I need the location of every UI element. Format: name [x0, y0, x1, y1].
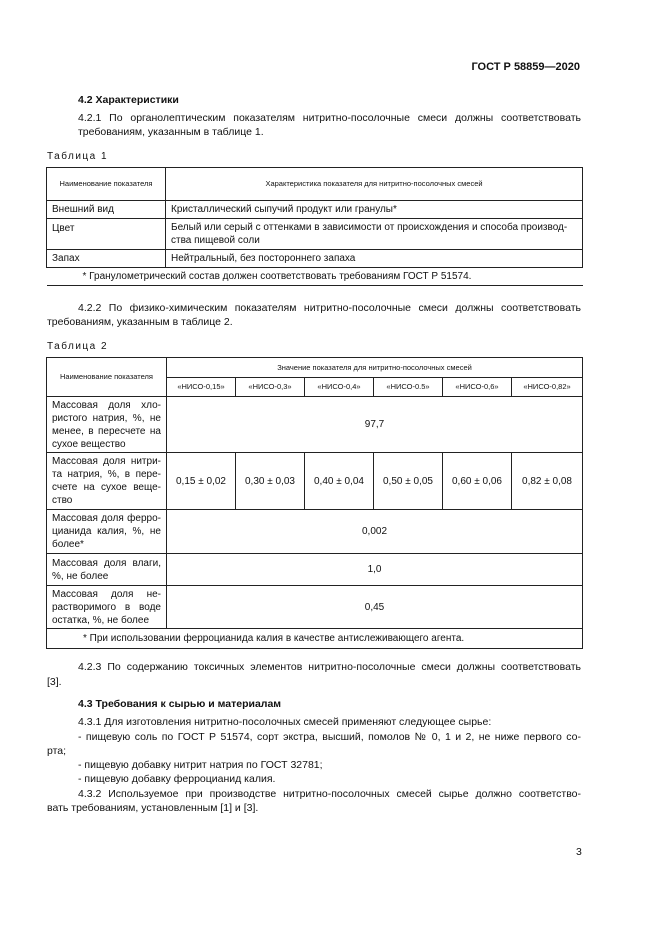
- table1-cell-value: Кристаллический сыпучий продукт или гранулы*: [166, 201, 583, 219]
- name-line: %, не более: [52, 570, 109, 582]
- table-row: [47, 201, 583, 219]
- name-line: Массовая доля не-: [52, 588, 161, 600]
- table2-grade: «НИСО-0,82»: [512, 378, 583, 397]
- paragraph-4-3-2-line2: вать требованиям, установленным [1] и [3].: [47, 802, 259, 814]
- page-number: 3: [576, 846, 582, 858]
- paragraph-4-2-3-line2: [3].: [47, 676, 62, 688]
- table-row: [47, 510, 583, 554]
- table2-header-row: [47, 358, 583, 378]
- name-line: Массовая доля нитри-: [52, 456, 161, 467]
- table2-cell-name: [47, 397, 167, 453]
- table1-cell-value-line1: Белый или серый с оттенками в зависимости от происхождения и способа производ-: [171, 222, 568, 233]
- table2-grade: «НИСО-0,4»: [305, 378, 374, 397]
- paragraph-4-2-1-line1: 4.2.1 По органолептическим показателям нитритно-посолочные смеси должны соответствовать: [78, 112, 581, 124]
- name-line: сухое вещество: [52, 438, 126, 450]
- table1-header-characteristic: Характеристика показателя для нитритно-посолочных смесей: [166, 168, 583, 201]
- paragraph-4-2-1-line2: требованиям, указанным в таблице 1.: [78, 126, 264, 138]
- table2-cell-name: [47, 554, 167, 586]
- table2-cell-value: 0,002: [167, 510, 583, 554]
- name-line: ство: [52, 495, 73, 506]
- table2-cell-value: 97,7: [167, 397, 583, 453]
- bullet-salt-line1: - пищевую соль по ГОСТ Р 51574, сорт экстра, высший, помолов № 0, 1 и 2, не ниже первого со-: [78, 731, 581, 743]
- section-4-2-title: 4.2 Характеристики: [78, 94, 179, 106]
- bullet-salt-line2: рта;: [47, 745, 67, 757]
- name-line: Массовая доля влаги,: [52, 557, 161, 569]
- table2-caption: Таблица 2: [47, 341, 109, 352]
- table1-header-row: [47, 168, 583, 201]
- table-2: [46, 357, 583, 649]
- table2-cell-value: 0,30 ± 0,03: [236, 453, 305, 510]
- table1-cell-name: Запах: [47, 250, 166, 268]
- name-line: растворимого в воде: [52, 601, 161, 613]
- name-line: цианида калия, %, не: [52, 526, 161, 537]
- table2-grade: «НИСО-0.5»: [374, 378, 443, 397]
- table2-cell-value: 0,82 ± 0,08: [512, 453, 583, 510]
- table1-cell-value: [166, 219, 583, 250]
- table-row: [47, 453, 583, 510]
- name-line: Массовая доля ферро-: [52, 513, 161, 524]
- table2-cell-name: [47, 586, 167, 629]
- paragraph-4-3-1: 4.3.1 Для изготовления нитритно-посолочных смесей применяют следующее сырье:: [78, 716, 492, 728]
- table1-cell-value: Нейтральный, без постороннего запаха: [166, 250, 583, 268]
- table2-cell-value: 0,50 ± 0,05: [374, 453, 443, 510]
- bullet-sodium-nitrite: - пищевую добавку нитрит натрия по ГОСТ 32781;: [78, 759, 323, 771]
- table2-cell-value: 0,45: [167, 586, 583, 629]
- table2-header-group: Значение показателя для нитритно-посолочных смесей: [167, 358, 583, 378]
- paragraph-4-2-3-line1: 4.2.3 По содержанию токсичных элементов нитритно-посолочные смеси должны соответствовать: [78, 661, 581, 673]
- table2-grade: «НИСО-0,15»: [167, 378, 236, 397]
- table1-cell-name: Внешний вид: [47, 201, 166, 219]
- table-row: [47, 586, 583, 629]
- table-row: [47, 397, 583, 453]
- paragraph-4-2-2-line2: требованиям, указанным в таблице 2.: [47, 316, 233, 328]
- table2-cell-value: 0,40 ± 0,04: [305, 453, 374, 510]
- table2-grade: «НИСО-0,6»: [443, 378, 512, 397]
- table2-cell-name: [47, 510, 167, 554]
- name-line: Массовая доля хло-: [52, 399, 161, 411]
- table2-cell-value: 1,0: [167, 554, 583, 586]
- table2-cell-value: 0,60 ± 0,06: [443, 453, 512, 510]
- bullet-potassium-ferrocyanide: - пищевую добавку ферроцианид калия.: [78, 773, 276, 785]
- name-line: ристого натрия, %, не: [52, 412, 161, 424]
- table1-header-name: Наименование показателя: [47, 168, 166, 201]
- name-line: та натрия, %, в пере-: [52, 469, 161, 480]
- paragraph-4-2-2-line1: 4.2.2 По физико-химическим показателям нитритно-посолочные смеси должны соответствовать: [78, 302, 581, 314]
- name-line: более*: [52, 539, 84, 550]
- document-header: ГОСТ Р 58859—2020: [471, 61, 580, 73]
- table-row: [47, 219, 583, 250]
- table2-cell-value: 0,15 ± 0,02: [167, 453, 236, 510]
- table1-caption: Таблица 1: [47, 151, 109, 162]
- table1-cell-value-line2: ства пищевой соли: [171, 235, 260, 246]
- table-row: [47, 250, 583, 268]
- table2-header-name: Наименование показателя: [47, 358, 167, 397]
- table1-cell-name: Цвет: [47, 219, 166, 250]
- paragraph-4-3-2-line1: 4.3.2 Используемое при производстве нитритно-посолочных смесей сырье должно соответство-: [78, 788, 581, 800]
- table2-grade: «НИСО-0,3»: [236, 378, 305, 397]
- name-line: менее, в пересчете на: [52, 425, 161, 437]
- name-line: счете на сухое веще-: [52, 482, 161, 493]
- name-line: остатка, %, не более: [52, 614, 150, 626]
- table2-cell-name: [47, 453, 167, 510]
- section-4-3-title: 4.3 Требования к сырью и материалам: [78, 698, 282, 710]
- table1-note-row: [47, 268, 583, 286]
- table2-footnote: * При использовании ферроцианида калия в качестве антислеживающего агента.: [47, 629, 583, 649]
- table1-footnote: * Гранулометрический состав должен соответствовать требованиям ГОСТ Р 51574.: [47, 268, 583, 286]
- table-1: [46, 167, 583, 286]
- table-row: [47, 554, 583, 586]
- table2-note-row: [47, 629, 583, 649]
